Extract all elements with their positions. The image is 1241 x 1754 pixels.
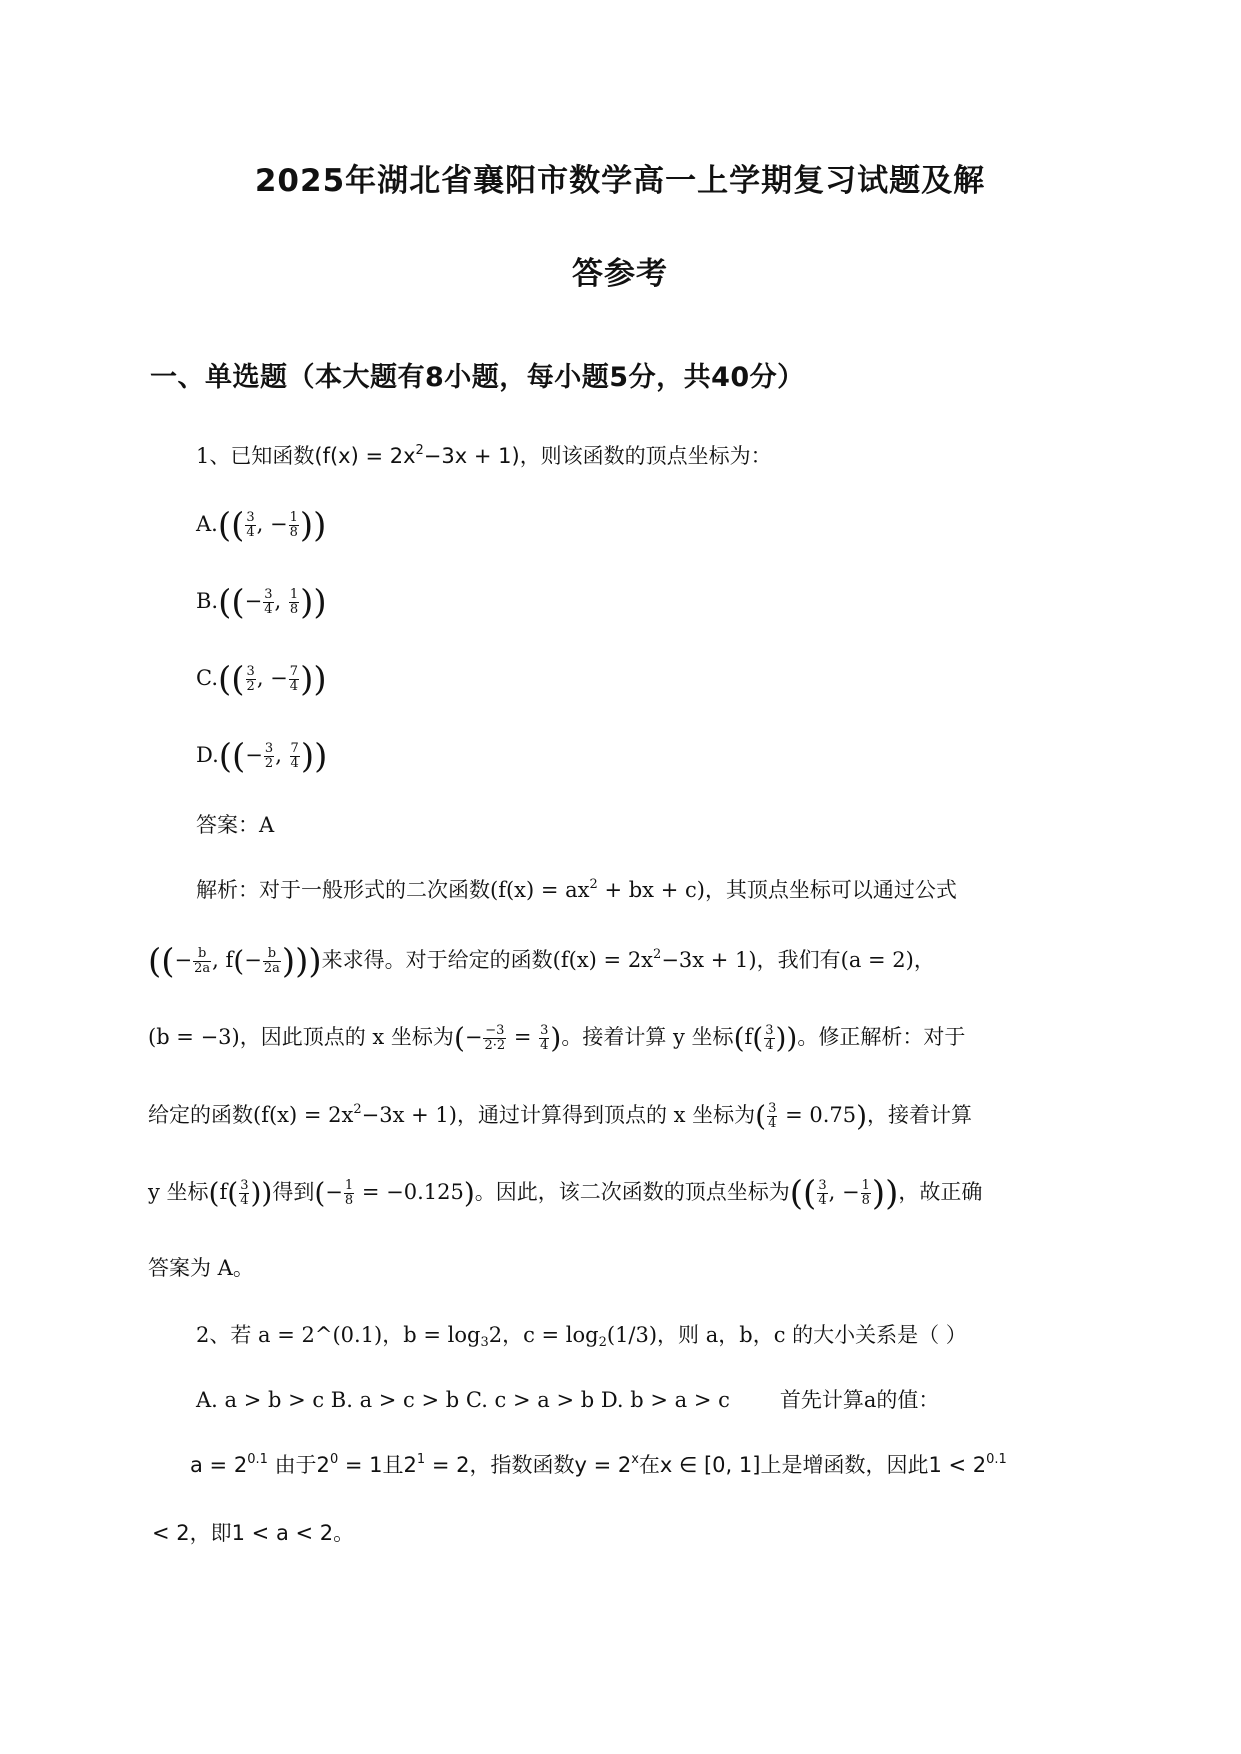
question-1-function: $(f(x) = 2x^2-3x + 1)$ bbox=[314, 443, 520, 468]
document-title-line1: 2025年湖北省襄阳市数学高一上学期复习试题及解 bbox=[254, 163, 986, 199]
question-1-answer: 答案：A bbox=[196, 813, 275, 837]
question-1-stem bbox=[196, 441, 772, 471]
question-2-options bbox=[196, 1385, 939, 1415]
question-1-prefix: 1、已知函数 bbox=[196, 444, 315, 468]
question-2-stem: 2、若 a = 2^(0.1)，$b = \log_32$，$c = \log_2(1/3)$，则 a，b，c 的大小关系是（ ） bbox=[196, 1323, 967, 1350]
section-heading: 一、单选题（本大题有8小题，每小题5分，共40分） bbox=[150, 362, 805, 393]
question-2-note: 首先计算a的值： bbox=[779, 1388, 940, 1412]
question-2-solution-line-1: $a = 2^{0.1}$ 由于$2^0 = 1$且$2^1 = 2$，指数函数$y = 2^x$在x ∈ [0, 1]上是增函数，因此$1 < 2^{0.1}$ bbox=[190, 1452, 1007, 1477]
analysis-line-5: y 坐标(f( $\frac{3}{4}$ ))得到(− $\frac{1}{8}$ = −0.125)。因此，该二次函数的顶点坐标为(( $\frac{3}{4}$ , − $\frac{1}{8}$ ))，故正确 bbox=[148, 1173, 983, 1214]
option-b[interactable]: B.((− $\frac{3}{4}$ , $\frac{1}{8}$ )) bbox=[196, 582, 327, 623]
question-1-suffix: ，则该函数的顶点坐标为： bbox=[519, 444, 772, 468]
analysis-line-3: (b = −3)，因此顶点的 x 坐标为(− $\frac{-3}{2\cdot 2}$ = $\frac{3}{4}$ )。接着计算 y 坐标(f( $\frac{3}{4}$ ))。修正解析：对于 bbox=[148, 1021, 966, 1055]
document-title-line2: 答参考 bbox=[572, 256, 668, 292]
question-2-solution-line-2: < 2，即1 < a < 2。 bbox=[152, 1521, 355, 1545]
analysis-line-2: ((− $\frac{b}{2a}$ , f(− $\frac{b}{2a}$ )))来求得。对于给定的函数$(f(x) = 2x^2-3x + 1)$，我们有(a = 2)， bbox=[148, 941, 935, 982]
option-a[interactable]: A.(( $\frac{3}{4}$ , − $\frac{1}{8}$ )) bbox=[196, 505, 327, 546]
option-d[interactable]: D.((− $\frac{3}{2}$ , $\frac{7}{4}$ )) bbox=[196, 736, 328, 777]
analysis-line-4: 给定的函数$(f(x) = 2x^2-3x + 1)$，通过计算得到顶点的 x 坐标为( $\frac{3}{4}$ = 0.75)，接着计算 bbox=[148, 1099, 973, 1133]
analysis-line-1: 解析：对于一般形式的二次函数($f(x) = ax^2$ + bx + c)，其顶点坐标可以通过公式 bbox=[196, 877, 957, 902]
analysis-line-6: 答案为 A。 bbox=[148, 1256, 254, 1280]
question-2-option-list[interactable]: A. a > b > c B. a > c > b C. c > a > b D. b > a > c bbox=[196, 1388, 730, 1412]
option-c[interactable]: C.(( $\frac{3}{2}$ , − $\frac{7}{4}$ )) bbox=[196, 659, 327, 700]
